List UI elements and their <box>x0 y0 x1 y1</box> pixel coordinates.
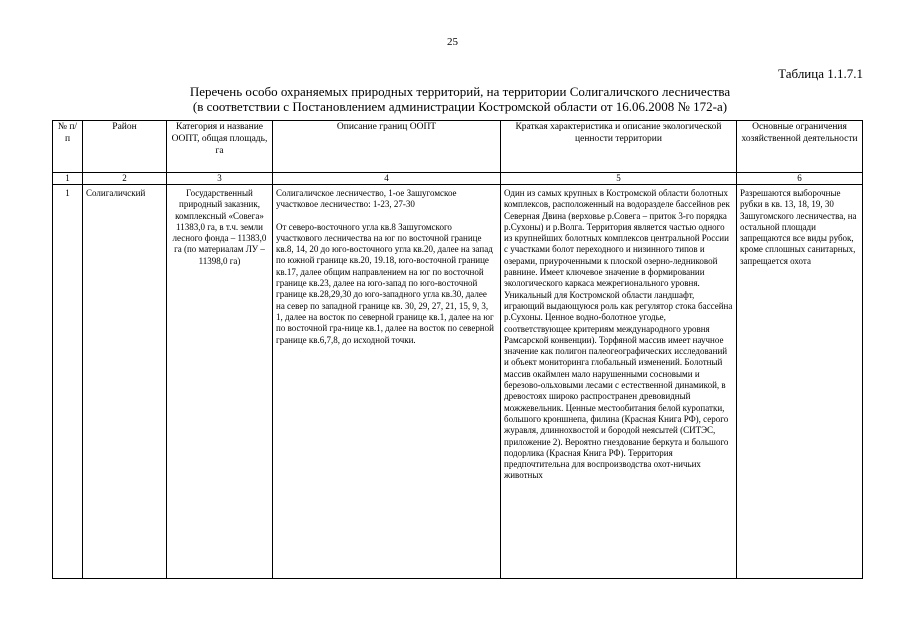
column-number: 2 <box>83 173 167 185</box>
description-cell: Один из самых крупных в Костромской области болотных комплексов, расположенный на водоразделе бассейнов рек Северная Двина (верховье р.Совега – приток 3-го порядка р.Сухоны) и р.Волга. Территория является частью одного из крупнейших болотных комплексов центральной России с участками болот переходного и низинного типов и озерами, приуроченными к плоской озерно-ледниковой равнине. Имеет ключевое значение в формировании экологического каркаса межрегионального уровня. Уникальный для Костромской области ландшафт, играющий выдающуюся роль как регулятор стока бассейна р.Сухоны. Ценное водно-болотное угодье, соответствующее критериям международного уровня Рамсарской конвенции). Торфяной массив имеет научное значение как полигон палеогеографических исследований и объект мониторинга глобальный изменений. Болотный массив окаймлен мало нарушенными сосновыми и березово-ольховыми лесами с естественной динамикой, в древостоях широко распространен древовидный можжевельник. Ценные местообитания белой куропатки, большого кроншнепа, филина (Красная Книга РФ), серого журавля, длиннохвостой и бородой неясытей (СИТЭС, приложение 2). Вероятно гнездование беркута и большого подорлика (Красная Книга РФ). Территория предпочтительна для воспроизводства охот-ничьих животных <box>501 185 737 579</box>
table-row <box>53 185 863 579</box>
table-header-row <box>53 121 863 173</box>
title-line-2: (в соответствии с Постановлением администрации Костромской области от 16.06.2008 № 172-а) <box>192 99 728 114</box>
header-number: № п/п <box>53 121 83 173</box>
page-number: 25 <box>447 36 458 48</box>
category-cell: Государственный природный заказник, комплексный «Совега» 11383,0 га, в т.ч. земли лесного фонда – 11383,0 га (по материалам ЛУ – 11398,0 га) <box>167 185 273 579</box>
header-category: Категория и название ООПТ, общая площадь, га <box>167 121 273 173</box>
header-district: Район <box>83 121 167 173</box>
column-number: 3 <box>167 173 273 185</box>
column-number-row <box>53 173 863 185</box>
header-boundaries: Описание границ ООПТ <box>273 121 501 173</box>
header-description: Краткая характеристика и описание экологической ценности территории <box>501 121 737 173</box>
document-title <box>80 84 840 114</box>
boundaries-forestry: Солигаличское лесничество, 1-ое Зашугомское участковое лесничество: 1-23, 27-30 <box>276 188 457 210</box>
restrictions-cell: Разрешаются выборочные рубки в кв. 13, 18, 19, 30 Зашугомского лесничества, на остальной площади запрещаются все виды рубок, кроме сплошных санитарных, запрещается охота <box>737 185 863 579</box>
boundaries-cell <box>273 185 501 579</box>
district-cell: Солигаличский <box>83 185 167 579</box>
boundaries-description: От северо-восточного угла кв.8 Зашугомского участкового лесничества на юг по восточной границе кв.8, 14, 20 до юго-восточного угла кв.20, далее на запад по южной границе кв.20, 19.18, юго-восточной границе кв.17, далее общим направлением на юг по восточной границе кв.23, далее на юго-запад по юго-восточной границе кв.28,29,30 до юго-западного угла кв.30, далее на север по западной границе кв. 30, 29, 27, 21, 15, 9, 3, 1, далее на восток по северной границе кв.1, далее на юг по восточной гра-нице кв.1, далее на восток по северной границе кв.6,7,8, до исходной точки. <box>276 221 494 345</box>
column-number: 5 <box>501 173 737 185</box>
title-line-1: Перечень особо охраняемых природных территорий, на территории Солигаличского лесничества <box>189 84 731 99</box>
column-number: 6 <box>737 173 863 185</box>
column-number: 1 <box>53 173 83 185</box>
table-label: Таблица 1.1.7.1 <box>778 66 863 81</box>
column-number: 4 <box>273 173 501 185</box>
header-restrictions: Основные ограничения хозяйственной деятельности <box>737 121 863 173</box>
protected-areas-table <box>52 120 863 579</box>
row-number-cell: 1 <box>53 185 83 579</box>
